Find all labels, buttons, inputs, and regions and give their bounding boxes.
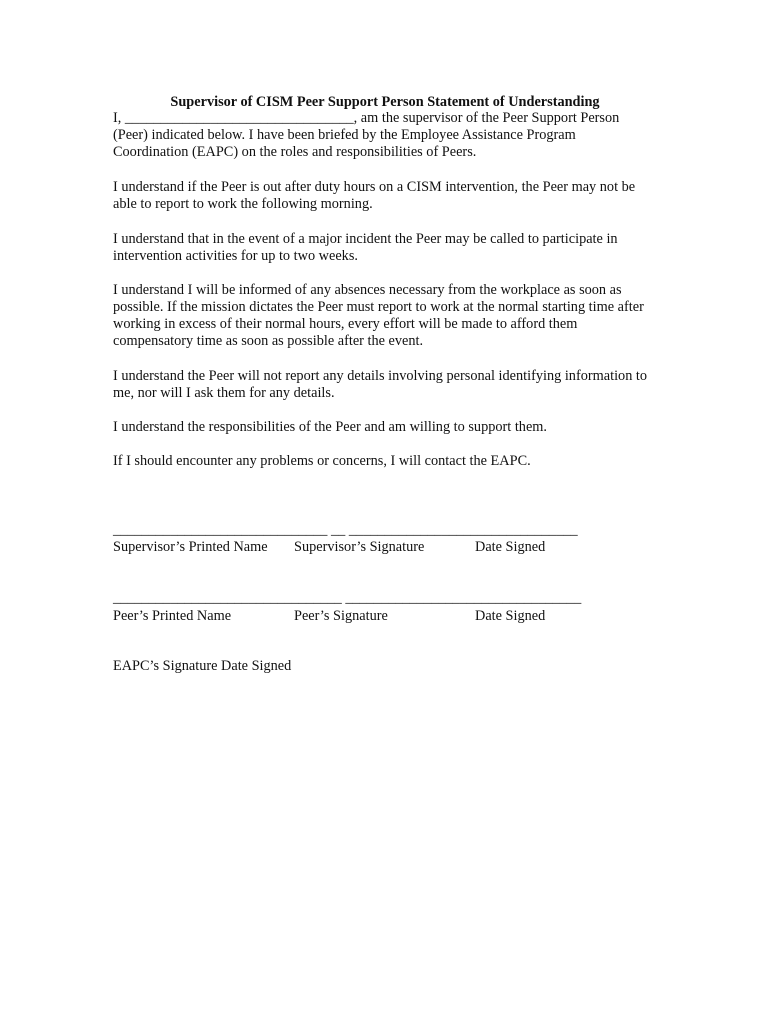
paragraph-confidentiality bbox=[113, 368, 673, 402]
paragraph-line: me, nor will I ask them for any details. bbox=[113, 385, 335, 401]
document-title: Supervisor of CISM Peer Support Person Statement of Understanding bbox=[170, 94, 600, 110]
paragraph-line: intervention activities for up to two weeks. bbox=[113, 248, 358, 264]
peer-signature-line[interactable]: ________________________________ _________________________________ bbox=[113, 590, 582, 606]
paragraph-line: If I should encounter any problems or concerns, I will contact the EAPC. bbox=[113, 453, 531, 469]
paragraph-line: I understand I will be informed of any absences necessary from the workplace as soon as bbox=[113, 282, 622, 298]
paragraph-line: I understand the responsibilities of the Peer and am willing to support them. bbox=[113, 419, 547, 435]
paragraph-line: possible. If the mission dictates the Peer must report to work at the normal starting time after bbox=[113, 299, 644, 315]
intro-line: (Peer) indicated below. I have been briefed by the Employee Assistance Program bbox=[113, 127, 576, 143]
paragraph-line: I understand the Peer will not report any details involving personal identifying information to bbox=[113, 368, 648, 384]
intro-paragraph bbox=[113, 110, 673, 161]
paragraph-duty-hours bbox=[113, 179, 673, 213]
paragraph-absences bbox=[113, 282, 673, 350]
supervisor-signature-label: Supervisor’s Signature bbox=[294, 539, 425, 555]
paragraph-line: I understand if the Peer is out after duty hours on a CISM intervention, the Peer may not be bbox=[113, 179, 636, 195]
paragraph-major-incident bbox=[113, 231, 673, 265]
intro-line: I, ________________________________, am the supervisor of the Peer Support Person bbox=[113, 110, 620, 126]
paragraph-line: compensatory time as soon as possible after the event. bbox=[113, 333, 424, 349]
eapc-signature-label: EAPC’s Signature Date Signed bbox=[113, 658, 292, 674]
paragraph-line: able to report to work the following morning. bbox=[113, 196, 373, 212]
paragraph-responsibilities bbox=[113, 419, 673, 436]
paragraph-contact bbox=[113, 453, 673, 470]
peer-date-label: Date Signed bbox=[475, 608, 546, 624]
peer-printed-name-label: Peer’s Printed Name bbox=[113, 608, 232, 624]
supervisor-signature-line[interactable]: ______________________________ __ ________________________________ bbox=[113, 522, 578, 538]
supervisor-printed-name-label: Supervisor’s Printed Name bbox=[113, 539, 268, 555]
intro-line: Coordination (EAPC) on the roles and responsibilities of Peers. bbox=[113, 144, 477, 160]
peer-signature-label: Peer’s Signature bbox=[294, 608, 388, 624]
supervisor-date-label: Date Signed bbox=[475, 539, 546, 555]
paragraph-line: working in excess of their normal hours, every effort will be made to afford them bbox=[113, 316, 578, 332]
paragraph-line: I understand that in the event of a major incident the Peer may be called to participate in bbox=[113, 231, 618, 247]
